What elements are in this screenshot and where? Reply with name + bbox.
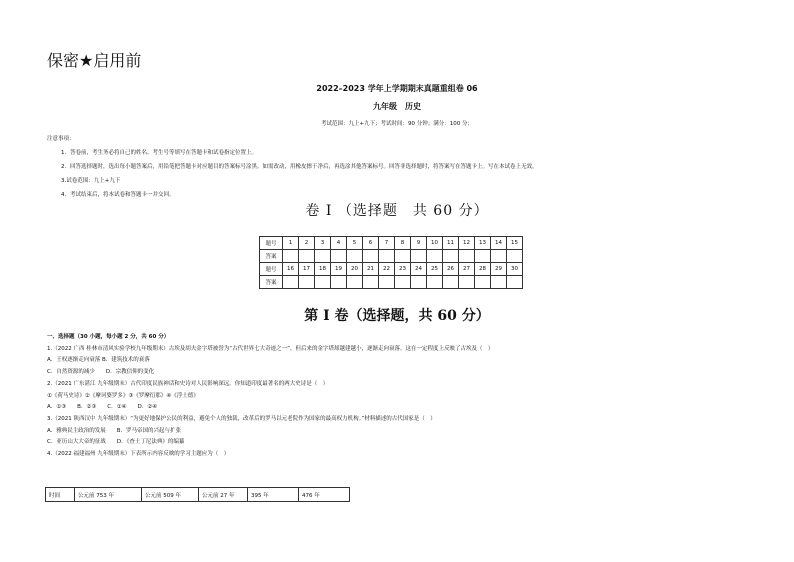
option-line: A．雅典民主政治的发展 B．罗马帝国的兴起与扩张 [47,427,182,434]
answer-cell[interactable] [283,276,299,289]
answer-cell[interactable] [395,276,411,289]
question-number: 9 [411,237,427,250]
question-number: 12 [459,237,475,250]
question-number: 1 [283,237,299,250]
question-number: 28 [475,263,491,276]
answer-cell[interactable] [363,276,379,289]
note-item: 4．考试结束后，将本试卷和答题卡一并交回。 [61,192,175,198]
question-number: 5 [347,237,363,250]
question-number-label: 题号 [260,263,283,276]
answer-table-row [260,237,523,250]
question-number-label: 题号 [260,237,283,250]
exam-subject: 九年级 历史 [373,102,421,111]
question-number: 27 [459,263,475,276]
answer-cell[interactable] [427,276,443,289]
note-item: 1．答卷前，考生务必将自己的姓名、考生号等填写在答题卡和试卷指定位置上。 [61,150,258,156]
answer-label: 答案 [260,250,283,263]
answer-cell[interactable] [379,250,395,263]
timeline-cell: 时间 [46,488,75,502]
answer-cell[interactable] [331,276,347,289]
timeline-row [46,488,350,502]
answer-cell[interactable] [491,250,507,263]
answer-label: 答案 [260,276,283,289]
answer-cell[interactable] [411,276,427,289]
question-number: 17 [299,263,315,276]
question-number: 13 [475,237,491,250]
answer-cell[interactable] [347,250,363,263]
answer-cell[interactable] [379,276,395,289]
answer-cell[interactable] [459,276,475,289]
volume-heading: 卷 I （选择题 共 60 分） [305,203,489,219]
answer-cell[interactable] [347,276,363,289]
question-number: 3 [315,237,331,250]
exam-title: 2022–2023 学年上学期期末真题重组卷 06 [316,84,478,93]
answer-table-row [260,250,523,263]
question-number: 26 [443,263,459,276]
question-number: 2 [299,237,315,250]
answer-cell[interactable] [507,250,523,263]
answer-cell[interactable] [363,250,379,263]
section-heading: 第 I 卷（选择题，共 60 分） [304,308,490,324]
question-line: 2.（2021 广东湛江 九年级期末）古代印度民族神话和史诗对人民影响深远。你知道印度最著名的两大史诗是（ ） [47,380,329,387]
answer-cell[interactable] [331,250,347,263]
question-number: 6 [363,237,379,250]
answer-cell[interactable] [443,276,459,289]
answer-cell[interactable] [475,250,491,263]
question-number: 7 [379,237,395,250]
questions-block [47,332,757,461]
answer-sheet-table [259,236,523,289]
answer-cell[interactable] [283,250,299,263]
option-line: C．自然资源的减少 D．宗教信仰的变化 [47,369,155,376]
note-item: 2．回答选择题时，选出每小题答案后，用铅笔把答题卡对应题目的答案标号涂黑。如需改动，用橡皮擦干净后，再选涂其他答案标号。回答非选择题时，将答案写在答题卡上。写在本试卷上无效。 [61,164,538,170]
question-number: 24 [411,263,427,276]
question-line: 3.（2021 陕西汉中 九年级期末）“为更好地保护公民的利益，避免个人的独裁，改革后的罗马以元老院作为国家的最高权力机构。”材料描述的古代国家是（ ） [47,415,436,422]
question-number: 19 [331,263,347,276]
confidential-mark: 保密★启用前 [47,51,142,70]
question-number: 10 [427,237,443,250]
timeline-cell: 公元前 509 年 [142,488,199,502]
option-line: A．王权逐渐走向衰落 B．建筑技术的衰落 [47,357,150,364]
answer-table-row [260,263,523,276]
timeline-cell: 395 年 [248,488,299,502]
question-number: 16 [283,263,299,276]
question-number: 25 [427,263,443,276]
questions-heading: 一、选择题（30 小题，每小题 2 分，共 60 分） [47,334,170,340]
question-number: 23 [395,263,411,276]
question-line: 4.（2022 福建福州 九年级期末）下表所示内容反映的学习主题应为（ ） [47,451,230,458]
question-number: 4 [331,237,347,250]
answer-cell[interactable] [427,250,443,263]
question-number: 18 [315,263,331,276]
note-item: 3.试卷范围：九上+九下 [61,178,121,184]
option-line: A．①③ B．②③ C．①④ D．②④ [47,404,158,411]
option-line: ①《荷马史诗》②《摩诃婆罗多》③《罗摩衍那》④《浮士德》 [47,392,199,399]
answer-cell[interactable] [491,276,507,289]
answer-cell[interactable] [315,276,331,289]
answer-cell[interactable] [395,250,411,263]
question-number: 29 [491,263,507,276]
timeline-cell: 公元前 27 年 [199,488,248,502]
question-number: 14 [491,237,507,250]
answer-cell[interactable] [443,250,459,263]
answer-table-row [260,276,523,289]
question-number: 21 [363,263,379,276]
question-number: 20 [347,263,363,276]
question-number: 11 [443,237,459,250]
question-line: 1.（2022 广西 桂林市清风实验学校九年级期末）古埃及胡夫金字塔被誉为“古代世界七大奇迹之一”，但后来的金字塔却越建越小，逐渐走向衰落。这在一定程度上反映了古埃及（ ） [47,345,494,352]
timeline-cell: 476 年 [299,488,350,502]
question-number: 30 [507,263,523,276]
answer-cell[interactable] [411,250,427,263]
notes-heading: 注意事项： [47,136,75,142]
answer-cell[interactable] [459,250,475,263]
answer-cell[interactable] [475,276,491,289]
question-number: 22 [379,263,395,276]
timeline-cell: 公元前 753 年 [75,488,142,502]
answer-cell[interactable] [315,250,331,263]
answer-cell[interactable] [299,276,315,289]
option-line: C．亚历山大大帝的征战 D．《查士丁尼法典》的编纂 [47,439,185,446]
answer-cell[interactable] [299,250,315,263]
notes-block [47,132,747,202]
question-number: 15 [507,237,523,250]
exam-meta: 考试范围：九上+九下；考试时间：90 分钟；满分：100 分； [320,121,474,127]
answer-cell[interactable] [507,276,523,289]
question-number: 8 [395,237,411,250]
timeline-table [45,487,350,502]
